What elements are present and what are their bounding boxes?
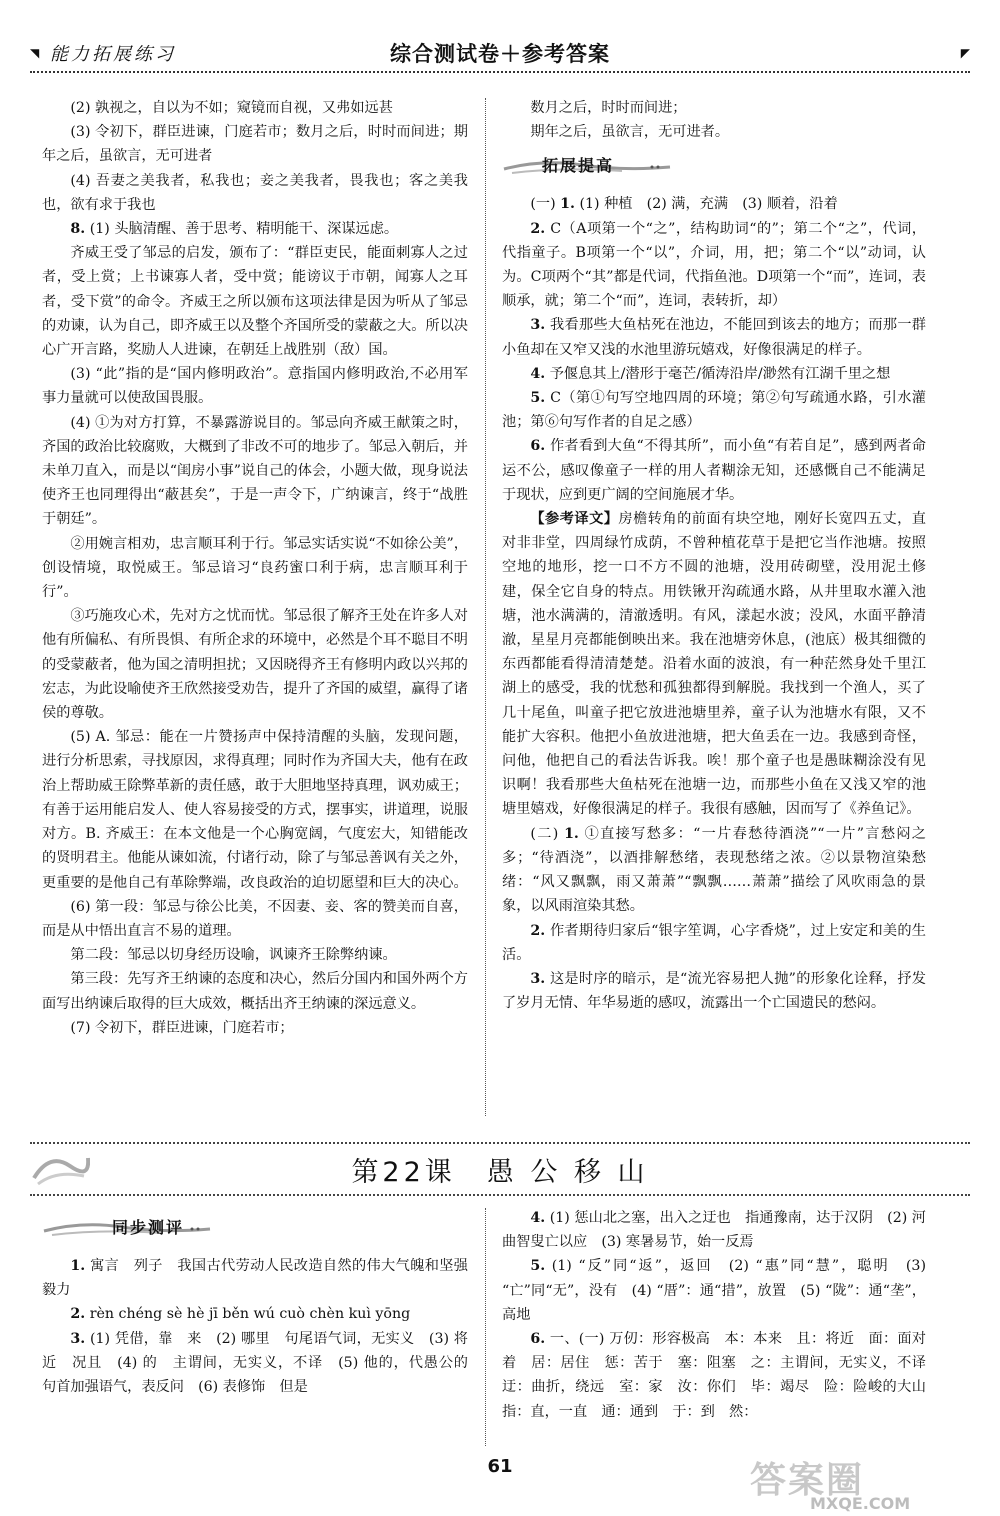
answer-paragraph: 6. 一、(一) 万仞：形容极高 本：本来 且：将近 面：面对着 居：居住 惩：苦于 塞：阻塞 之：主谓间，无实义，不译 迂：曲折，绕远 室：家 汝：你们 毕：竭尽 险：险峻的大山 指：直，一直 通：通到 于：到 然： [502, 1331, 941, 1420]
item-number: 2. [530, 220, 546, 237]
answer-paragraph: 【参考译文】房檐转角的前面有块空地，刚好长宽四五丈，直对非非堂，四周绿竹成荫，不曾种植花草于是把它当作池塘。按照空地的地形，挖一口不方不圆的池塘，没用砖砌壁，没用泥土修建，保全它自身的特点。用铁锹开沟疏通水路，从井里取水灌入池塘，池水满满的，清澈透明。有风，漾起水波；没风，水面平静清澈，星星月亮都能倒映出来。我在池塘旁休息，(池底）极其细微的东西都能看得清清楚楚。沿着水面的波浪，有一种茫然身处千里江湖上的感受，我的忧愁和孤独都得到解脱。我找到一个渔人，买了几十尾鱼，叫童子把它放进池塘里养，童子认为池塘水有限，又不能扩大容积。他把小鱼放进池塘，把大鱼丢在一边。我感到奇怪，问他，他把自己的看法告诉我。唉！那个童子也是愚昧糊涂没有见识啊！我看那些大鱼枯死在池塘一边，而那些小鱼在又浅又窄的池塘里嬉戏，好像很满足的样子。我很有感触，因而写了《养鱼记》。 [502, 511, 926, 818]
answer-paragraph: (4) 吾妻之美我者，私我也；妾之美我者，畏我也；客之美我也，欲有求于我也 [42, 172, 468, 213]
watermark-url: MXQE.COM [810, 1494, 911, 1513]
answer-paragraph: 第二段：邹忌以切身经历设喻，讽谏齐王除弊纳谏。 [70, 947, 397, 964]
answer-paragraph: (4) ①为对方打算，不暴露游说目的。邹忌向齐威王献策之时，齐国的政治比较腐败，大概到了非改不可的地步了。邹忌入朝后，并未单刀直入，而是以“闺房小事”说自己的体会，小题大做，现身说法使齐王也同理得出“蔽甚矣”，于是一声令下，广纳谏言，终于“战胜于朝廷”。 [42, 414, 468, 528]
item-number: 5. [530, 1258, 546, 1275]
answer-paragraph: 2. rèn chéng sè hè jī běn wú cuò chèn kuì yōng [70, 1306, 411, 1323]
left-answer-column [42, 96, 468, 1040]
answer-paragraph: (一) 1. (1) 种植 (2) 满，充满 (3) 顺着，沿着 [530, 196, 838, 213]
lesson-title: 第22课 愚 公 移 山 [351, 1157, 649, 1188]
answer-paragraph: 4. 予偃息其上/潜形于毫芒/循涛沿岸/渺然有江湖千里之想 [530, 365, 891, 382]
answer-paragraph: ③巧施攻心术，先对方之忧而忧。邹忌很了解齐王处在许多人对他有所偏私、有所畏惧、有所企求的环境中，必然是个耳不聪目不明的受蒙蔽者，他为国之清明担扰；又因晓得齐王有修明内政以兴邦的宏志，为此设喻使齐王欣然接受劝告，提升了齐国的威望，赢得了诸侯的尊敬。 [42, 608, 468, 722]
item-number: 1. [70, 1258, 86, 1274]
answer-paragraph: (3) 令初下，群臣进谏，门庭若市；数月之后，时时而间进；期年之后，虽欲言，无可进者 [42, 124, 468, 165]
answer-paragraph: 齐威王受了邹忌的启发，颁布了：“群臣吏民，能面刺寡人之过者，受上赏；上书谏寡人者，受中赏；能谤议于市朝，闻寡人之耳者，受下赏”的命令。齐威王之所以颁布这项法律是因为听从了邹忌的劝谏，认为自己，即齐威王以及整个齐国所受的蒙蔽之大。所以决心广开言路，奖励人人进谏，在朝廷上战胜别（敌）国。 [42, 245, 468, 359]
page-number: 61 [487, 1456, 513, 1477]
right-answer-column [502, 96, 926, 1015]
triangle-marker-icon: ◤ [960, 46, 970, 60]
answer-paragraph: 4. (1) 惩山北之塞，出入之迂也 指通豫南，达于汉阴 (2) 河曲智叟亡以应 (3) 寒暑易节，始一反焉 [502, 1210, 926, 1251]
bottom-left-answer-list [42, 1254, 483, 1399]
column-divider [485, 98, 486, 1116]
answer-paragraph: 2. C（A项第一个“之”，结构助词“的”；第二个“之”，代词，代指童子。B项第一个“以”，介词，用，把；第二个“以”动词，认为。C项两个“其”都是代词，代指鱼池。D项第一个“而”，连词，表顺承，就；第二个“而”，连词，表转折，却） [502, 220, 926, 310]
item-number: 4. [530, 365, 546, 382]
answer-paragraph: 3. 我看那些大鱼枯死在池边，不能回到该去的地方；而那一群小鱼却在又窄又浅的水池里游玩嬉戏，好像很满足的样子。 [502, 317, 926, 358]
bottom-left-column [42, 1206, 483, 1399]
item-number: 5. [530, 390, 546, 407]
header-center-title: 综合测试卷＋参考答案 [390, 42, 610, 66]
answer-paragraph: (二) 1. ①直接写愁多：“一片春愁待酒浇”“一片”言愁闷之多；“待酒浇”，以酒排解愁绪，表现愁绪之浓。②以景物渲染愁绪：“风又飘飘，雨又萧萧”“飘飘……萧萧”描绘了风吹雨急的景象，以风雨渲染其愁。 [502, 825, 926, 915]
answer-paragraph: (2) 孰视之，自以为不如；窥镜而自视，又弗如远甚 [70, 100, 393, 116]
section-title: 拓展提高 [542, 156, 615, 176]
item-number: 2. [530, 922, 546, 939]
item-number: 6. [530, 438, 546, 455]
answer-paragraph: (3) “此”指的是“国内修明政治”。意指国内修明政治,不必用军事力量就可以使敌国畏服。 [42, 366, 468, 407]
answer-paragraph: 6. 作者看到大鱼“不得其所”，而小鱼“有若自足”，感到两者命运不公，感叹像童子一样的用人者糊涂无知，还感慨自己不能满足于现状，应到更广阔的空间施展才华。 [502, 438, 926, 503]
lesson-banner [30, 1136, 970, 1200]
bottom-right-column [502, 1206, 941, 1424]
item-number: 1. [560, 196, 575, 213]
item-number: 1. [564, 825, 579, 842]
page-header [30, 38, 970, 74]
paragraph: 数月之后，时时而间进； [530, 100, 687, 116]
answer-paragraph: 3. 这是时序的暗示，是“流光容易把人抛”的形象化诠释，抒发了岁月无情、年华易逝的感叹，流露出一个亡国遗民的愁闷。 [502, 970, 926, 1012]
banner-rule-top [30, 1142, 970, 1144]
watermark-logo [730, 1452, 960, 1513]
column-divider [485, 1208, 486, 1446]
paragraph: 期年之后，虽欲言，无可进者。 [530, 124, 730, 141]
answer-paragraph: (7) 令初下，群臣进谏，门庭若市； [70, 1019, 294, 1036]
answer-paragraph: (6) 第一段：邹忌与徐公比美，不因妻、妾、客的赞美而自喜，而是从中悟出直言不易的道理。 [42, 898, 468, 939]
watermark-text: 答案圈 [750, 1460, 865, 1501]
answer-paragraph: 第三段：先写齐王纳谏的态度和决心，然后分国内和国外两个方面写出纳谏后取得的巨大成效，概括出齐王纳谏的深远意义。 [42, 971, 468, 1012]
answer-paragraph: 5. C（第①句写空地四周的环境；第②句写疏通水路，引水灌池；第⑥句写作者的自足之感） [502, 390, 926, 431]
item-number: 3. [530, 970, 546, 987]
triangle-marker-icon: ◥ [30, 46, 40, 60]
item-number: 【参考译文】 [530, 511, 619, 528]
header-rule [30, 71, 970, 73]
item-number: 3. [530, 317, 546, 334]
section-heading-sync [42, 1208, 468, 1248]
item-number: 3. [70, 1330, 86, 1347]
answer-paragraph: 8. (1) 头脑清醒、善于思考、精明能干、深谋远虑。 [70, 221, 399, 238]
answer-paragraph: 3. (1) 凭借，靠 来 (2) 哪里 句尾语气词，无实义 (3) 将近 况且 (4) 的 主谓间，无实义，不译 (5) 他的，代愚公的 句首加强语气，表反问 (6) 表修饰 但是 [42, 1330, 483, 1396]
header-left-title: 能力拓展练习 [50, 44, 176, 65]
banner-rule-bottom [30, 1194, 970, 1196]
answer-paragraph: ②用婉言相劝，忠言顺耳利于行。邹忌实话实说“不如徐公美”，创设情境，取悦威王。邹忌谙习“良药蜜口利于病，忠言顺耳利于行”。 [42, 535, 468, 601]
right-answer-list [502, 192, 926, 1015]
item-number: 4. [530, 1210, 546, 1226]
item-number: 8. [70, 221, 86, 238]
section-heading-extension [502, 146, 926, 186]
answer-paragraph: (5) A. 邹忌：能在一片赞扬声中保持清醒的头脑，发现问题，进行分析思索，寻找原因，求得真理；同时作为齐国大夫，他有在政治上帮助威王除弊革新的责任感，敢于大胆地坚持真理，讽劝威王；有善于运用能启发人、使人容易接受的方式，摆事实，讲道理，说服对方。B. 齐威王：在本文他是一个心胸宽阔，气度宏大，知错能改的贤明君主。他能从谏如流，付诸行动，除了与邹忌善讽有关之外，更重要的是他自己有革除弊端，改良政治的迫切愿望和巨大的决心。 [42, 729, 468, 891]
answer-paragraph: 1. 寓言 列子 我国古代劳动人民改造自然的伟大气魄和坚强毅力 [42, 1258, 468, 1299]
section-title: 同步测评 [112, 1217, 185, 1237]
answer-paragraph: 5. (1) “反”同“返”，返回 (2) “惠”同“慧”，聪明 (3) “亡”同“无”，没有 (4) “厝”：通“措”，放置 (5) “陇”：通“垄”，高地 [502, 1258, 926, 1323]
item-number: 6. [530, 1331, 546, 1348]
item-number: 2. [70, 1306, 86, 1323]
answer-paragraph: 2. 作者期待归家后“银字笙调，心字香烧”，过上安定和美的生活。 [502, 922, 926, 963]
